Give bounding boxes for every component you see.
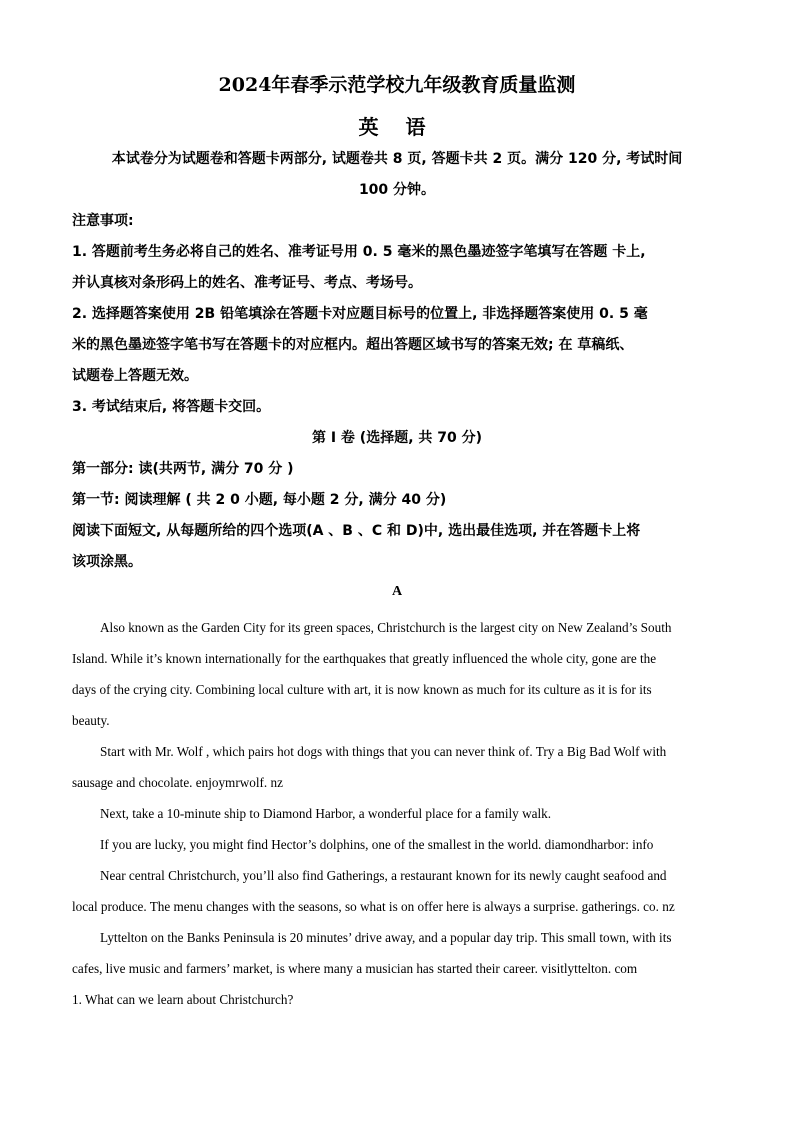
passage-line: local produce. The menu changes with the seasons, so what is on offer here is always a surprise. gatherings. co. nz (72, 899, 675, 914)
passage-line: Next, take a 10-minute ship to Diamond Harbor, a wonderful place for a family walk. (100, 806, 552, 821)
passage-line: Near central Christchurch, you’ll also find Gatherings, a restaurant known for its newly caught seafood and (100, 868, 667, 883)
instruction-line: 该项涂黑。 (72, 554, 142, 570)
passage-line: Also known as the Garden City for its green spaces, Christchurch is the largest city on New Zealand’s South (100, 620, 672, 635)
reading-passage (72, 612, 722, 1015)
part-heading: 第一部分: 读(共两节, 满分 70 分 ) (72, 461, 294, 477)
intro-line: 100 分钟。 (358, 182, 436, 198)
notes-heading: 注意事项: (72, 213, 134, 229)
passage-label: A (391, 584, 403, 599)
passage-line: Start with Mr. Wolf , which pairs hot dogs with things that you can never think of. Try a Big Bad Wolf with (100, 744, 667, 759)
note-item: 米的黑色墨迹签字笔书写在答题卡的对应框内。超出答题区域书写的答案无效; 在 草稿纸、 (72, 337, 634, 353)
section-heading: 第一节: 阅读理解 ( 共 2 0 小题, 每小题 2 分, 满分 40 分) (72, 492, 447, 508)
volume-heading: 第 I 卷 (选择题, 共 70 分) (311, 430, 483, 446)
passage-line: cafes, live music and farmers’ market, is where many a musician has started their career. visitlyttelton. com (72, 961, 638, 976)
note-item: 试题卷上答题无效。 (72, 368, 198, 384)
note-item: 并认真核对条形码上的姓名、准考证号、考点、考场号。 (72, 275, 422, 291)
intro-line: 本试卷分为试题卷和答题卡两部分, 试题卷共 8 页, 答题卡共 2 页。满分 120 分, 考试时间 (111, 151, 683, 167)
passage-line: sausage and chocolate. enjoymrwolf. nz (72, 775, 283, 790)
instruction-line: 阅读下面短文, 从每题所给的四个选项(A 、B 、C 和 D)中, 选出最佳选项, 并在答题卡上将 (72, 523, 641, 539)
exam-notes (72, 206, 722, 578)
exam-intro (60, 144, 734, 206)
question-1: 1. What can we learn about Christchurch? (72, 992, 294, 1007)
note-item: 1. 答题前考生务必将自己的姓名、准考证号用 0. 5 毫米的黑色墨迹签字笔填写在答题 卡上, (72, 244, 646, 260)
exam-title: 2024年春季示范学校九年级教育质量监测 (218, 74, 576, 96)
subject-title: 英 语 (358, 115, 436, 139)
note-item: 3. 考试结束后, 将答题卡交回。 (72, 399, 271, 415)
passage-line: days of the crying city. Combining local culture with art, it is now known as much for its culture as it is for its (72, 682, 652, 697)
passage-line: Lyttelton on the Banks Peninsula is 20 minutes’ drive away, and a popular day trip. This small town, with its (100, 930, 672, 945)
passage-line: beauty. (72, 713, 110, 728)
passage-line: If you are lucky, you might find Hector’s dolphins, one of the smallest in the world. diamondharbor: info (100, 837, 654, 852)
passage-line: Island. While it’s known internationally for the earthquakes that greatly influenced the whole city, gone are the (72, 651, 657, 666)
note-item: 2. 选择题答案使用 2B 铅笔填涂在答题卡对应题目标号的位置上, 非选择题答案使用 0. 5 毫 (72, 306, 648, 322)
